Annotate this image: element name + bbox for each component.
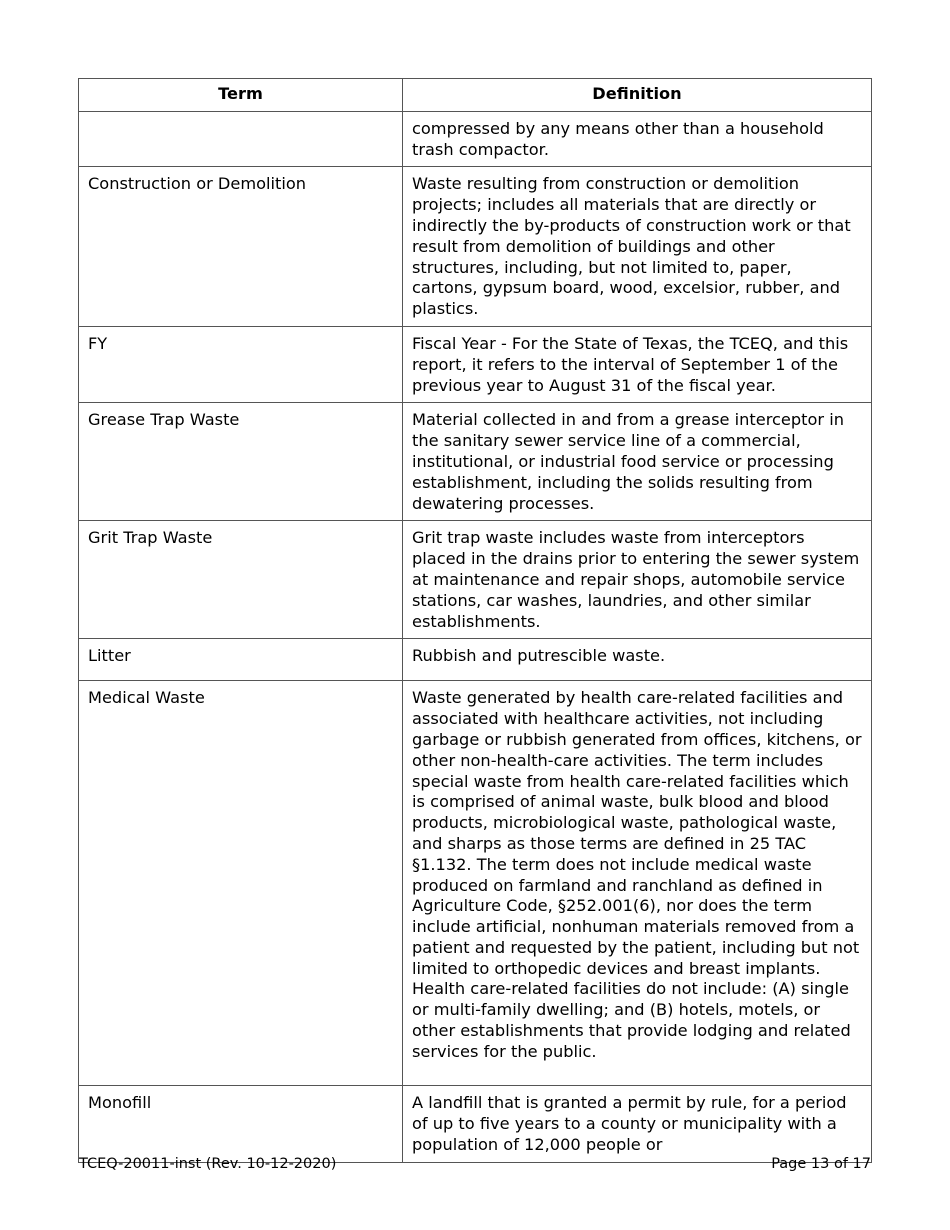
- definition-cell: A landfill that is granted a permit by rule, for a period of up to five years to a county or municipality with a population of 12,000 people or: [403, 1086, 872, 1162]
- term-cell: Monofill: [79, 1086, 403, 1162]
- term-cell: Construction or Demolition: [79, 167, 403, 327]
- footer-form-id: TCEQ-20011-inst (Rev. 10-12-2020): [79, 1156, 337, 1172]
- term-cell: FY: [79, 326, 403, 402]
- column-header-definition: Definition: [403, 79, 872, 112]
- definition-cell: Waste generated by health care-related facilities and associated with healthcare activities, not including garbage or rubbish generated from offices, kitchens, or other non-health-care activities. The term includes special waste from health care-related facilities which is comprised of animal waste, bulk blood and blood products, microbiological waste, pathological waste, and sharps as those terms are defined in 25 TAC §1.132. The term does not include medical waste produced on farmland and ranchland as defined in Agriculture Code, §252.001(6), nor does the term include artificial, nonhuman materials removed from a patient and requested by the patient, including but not limited to orthopedic devices and breast implants. Health care-related facilities do not include: (A) single or multi-family dwelling; and (B) hotels, motels, or other establishments that provide lodging and related services for the public.: [403, 681, 872, 1086]
- table-row: [79, 1086, 872, 1162]
- table-row: [79, 403, 872, 521]
- definition-cell: Grit trap waste includes waste from interceptors placed in the drains prior to entering the sewer system at maintenance and repair shops, automobile service stations, car washes, laundries, and other similar establishments.: [403, 521, 872, 639]
- table-row: [79, 681, 872, 1086]
- column-header-term: Term: [79, 79, 403, 112]
- definition-cell: Rubbish and putrescible waste.: [403, 639, 872, 681]
- table-row: [79, 521, 872, 639]
- table-row: [79, 639, 872, 681]
- table-header-row: [79, 79, 872, 112]
- definition-cell: Material collected in and from a grease interceptor in the sanitary sewer service line of a commercial, institutional, or industrial food service or processing establishment, including the solids resulting from dewatering processes.: [403, 403, 872, 521]
- term-cell: Litter: [79, 639, 403, 681]
- term-cell: Medical Waste: [79, 681, 403, 1086]
- footer-page-number: Page 13 of 17: [771, 1156, 871, 1172]
- term-cell: Grit Trap Waste: [79, 521, 403, 639]
- glossary-table: [78, 78, 872, 1163]
- table-row: [79, 111, 872, 167]
- term-cell: Grease Trap Waste: [79, 403, 403, 521]
- definition-cell: Fiscal Year - For the State of Texas, the TCEQ, and this report, it refers to the interval of September 1 of the previous year to August 31 of the fiscal year.: [403, 326, 872, 402]
- table-row: [79, 167, 872, 327]
- term-cell: [79, 111, 403, 167]
- table-row: [79, 326, 872, 402]
- definition-cell: compressed by any means other than a household trash compactor.: [403, 111, 872, 167]
- definition-cell: Waste resulting from construction or demolition projects; includes all materials that are directly or indirectly the by-products of construction work or that result from demolition of buildings and other structures, including, but not limited to, paper, cartons, gypsum board, wood, excelsior, rubber, and plastics.: [403, 167, 872, 327]
